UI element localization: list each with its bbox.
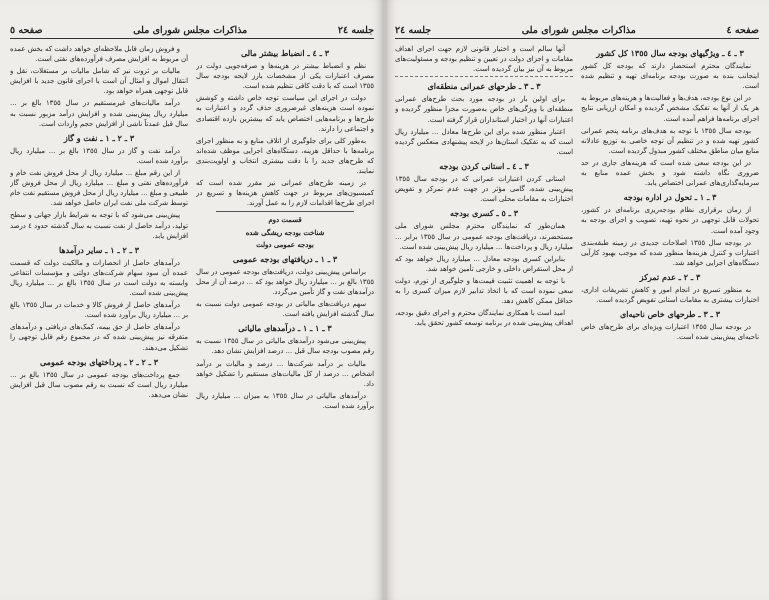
left-page-column-left [10, 44, 188, 594]
left-page-header [10, 20, 374, 39]
paragraph: درآمد مالیات‌های غیرمستقیم در سال ١٣٥٥ بالغ بر ... میلیارد ریال پیش‌بینی شده و افزایش درآمد مزبور نسبت به سال قبل عمدتاً ناشی از افزایش حجم واردات است. [10, 99, 188, 128]
paragraph: درآمدهای حاصل از حق بیمه، کمک‌های دریافتی و درآمدهای متفرقه نیز پیش‌بینی شده که در مجموع رقم قابل توجهی را تشکیل می‌دهند. [10, 323, 188, 352]
section-heading: ٣ ـ ٢ ـ ٢ ـ پرداختهای بودجه عمومی [39, 356, 159, 367]
paragraph: به منظور تسریع در انجام امور و کاهش تشریفات اداری، اختیارات بیشتری به مقامات استانی تفویض گردیده است. [581, 285, 759, 305]
paragraph: در این بودجه سعی شده است که هزینه‌های جاری در حد ضروری نگاه داشته شود و بخش عمده منابع به سرمایه‌گذاری‌های عمرانی اختصاص یابد. [581, 158, 759, 188]
right-page-title: مذاکرات مجلس شورای ملی [521, 25, 636, 36]
paragraph: بنابراین کسری بودجه معادل ... میلیارد ریال خواهد بود که از محل استقراض داخلی و خارجی تأمین خواهد شد. [395, 254, 573, 273]
paragraph: همان‌طور که نمایندگان محترم مجلس شورای ملی مستحضرند، دریافت‌های بودجه عمومی در سال ١٣٥٥ برابر ... میلیارد ریال و پرداخت‌ها ... میلیارد ریال پیش‌بینی شده است. [395, 222, 573, 251]
section-heading: ٣ ـ ٣ ـ طرحهای عمرانی منطقه‌ای [427, 81, 541, 92]
right-page-header [395, 20, 759, 39]
paragraph: براساس پیش‌بینی دولت، دریافت‌های بودجه عمومی در سال ١٣٥٥ بالغ بر ... میلیارد ریال خواهد بود که ... درصد آن از محل درآمدهای نفت و گاز تأمین می‌گردد. [196, 267, 374, 296]
paragraph: نظم و انضباط بیشتر در هزینه‌ها و صرفه‌جویی دولت در مصرف اعتبارات یکی از مشخصات بارز لایحه بودجه سال ١٣٥٥ است که با دقت کافی تنظیم شده است. [196, 62, 374, 91]
paragraph: و فروش زمان قابل ملاحظه‌ای خواهد داشت که بخش عمده آن مربوط به افزایش مصرف فرآورده‌های نفتی است. [10, 45, 188, 64]
paragraph: در بودجه سال ١٣٥٥ اعتبارات ویژه‌ای برای طرح‌های خاص ناحیه‌ای پیش‌بینی شده است. [581, 323, 759, 342]
paragraph: از این رقم مبلغ ... میلیارد ریال از محل فروش نفت خام و فرآورده‌های نفتی و مبلغ ... میلیارد ریال از محل فروش گاز طبیعی و مبلغ ... میلیارد ریال از محل فروش مستقیم نفت خام توسط شرکت ملی نفت ایران حاصل خواهد شد. [10, 169, 188, 208]
right-page-column-right [581, 44, 759, 594]
right-page-session: جلسه ٢٤ [395, 25, 432, 36]
paragraph: جمع پرداخت‌های بودجه عمومی در سال ١٣٥٥ بالغ بر ... میلیارد ریال است که نسبت به رقم مصوب سال قبل افزایش نشان می‌دهد. [10, 370, 188, 399]
paragraph: نمایندگان محترم استحضار دارند که بودجه کل کشور اینجانب بنده به صورت بودجه برنامه‌ای تهیه و تنظیم شده است. [581, 62, 759, 91]
right-page-column-left [395, 44, 573, 594]
section-heading: ٣ ـ ١ ـ تحول در اداره بودجه [623, 192, 717, 203]
paragraph: درآمدهای حاصل از فروش کالا و خدمات در سال ١٣٥٥ بالغ بر ... میلیارد ریال برآورد شده است. [10, 301, 188, 320]
part-title: شناخت بودجه ریشگی شده [245, 228, 325, 237]
section-heading: ٣ ـ ٢ ـ ١ ـ سایر درآمدها [58, 244, 139, 255]
paragraph: آنها سالم است و اختیار قانونی لازم جهت اجرای اهداف مقامات و اجزای دولت در تعیین و تنظیم بودجه و مسئولیت‌های مربوط به آن نیز بیان گردیده است. [395, 45, 573, 74]
paragraph: پیش‌بینی می‌شود درآمدهای مالیاتی در سال ١٣٥٥ نسبت به رقم مصوب بودجه سال قبل ... درصد افزایش نشان دهد. [196, 337, 374, 356]
paragraph: بودجه سال ١٣٥٥ با توجه به هدف‌های برنامه پنجم عمرانی کشور تهیه شده و در تنظیم آن توجه خاصی به توزیع عادلانه منابع میان مناطق مختلف کشور مبذول گردیده است. [581, 126, 759, 155]
left-page-title: مذاکرات مجلس شورای ملی [133, 25, 248, 36]
paragraph: مالیات بر ثروت نیز که شامل مالیات بر مستغلات، نقل و انتقال اموال و امثال آن است با اجرای قانون جدید با افزایش قابل توجهی همراه خواهد بود. [10, 67, 188, 96]
paragraph: استانی کردن اعتبارات عمرانی که در بودجه سال ١٣٥٥ پیش‌بینی شده، گامی مؤثر در جهت عدم تمرکز و تفویض اختیارات به مقامات محلی است. [395, 175, 573, 204]
left-page-session: جلسه ٢٤ [337, 25, 374, 36]
part-label: قسمت دوم [268, 216, 302, 225]
section-heading: ٣ ـ ٥ ـ کسری بودجه [450, 208, 518, 219]
section-heading: ٣ ـ ١ ـ دریافتهای بودجه عمومی [232, 253, 338, 264]
section-heading: ٣ ـ ٤ ـ انضباط بیشتر مالی [240, 48, 330, 58]
right-page [385, 0, 769, 600]
paragraph: پیش‌بینی می‌شود که با توجه به شرایط بازار جهانی و سطح تولید، درآمد حاصل از نفت نسبت به سال گذشته حدود ٤ درصد افزایش یابد. [10, 211, 188, 240]
divider [395, 76, 573, 77]
paragraph: در بودجه سال ١٣٥٥ اصلاحات جدیدی در زمینه طبقه‌بندی اعتبارات و کنترل هزینه‌ها منظور شده که موجب بهبود کارآیی دستگاه‌های اجرایی خواهد شد. [581, 238, 759, 267]
paragraph: درآمدهای مالیاتی در سال ١٣٥٥ به میزان ... میلیارد ریال برآورد شده است. [196, 391, 374, 410]
left-page-number: صفحه ٥ [10, 25, 43, 36]
paragraph: به‌طور کلی برای جلوگیری از اتلاف منابع و به منظور اجرای برنامه‌ها با حداقل هزینه، دستگاه‌های اجرایی موظف شده‌اند که طرح‌های جدید را با دقت بیشتری انتخاب و اولویت‌بندی نمایند. [196, 136, 374, 176]
paragraph: با توجه به اهمیت تثبیت قیمت‌ها و جلوگیری از تورم، دولت سعی نموده است که با اتخاذ تدابیر لازم میزان کسری را به حداقل ممکن کاهش دهد. [395, 276, 573, 306]
paragraph: در این نوع بودجه، هدف‌ها و فعالیت‌ها و هزینه‌های مربوط به هر یک از آنها به تفکیک مشخص گردیده و امکان ارزیابی نتایج اجرای برنامه‌ها فراهم آمده است. [581, 94, 759, 123]
section-divider [216, 211, 354, 212]
paragraph: اعتبار منظور شده برای این طرح‌ها معادل ... میلیارد ریال است که به تفکیک استان‌ها در لایحه پیشنهادی منعکس گردیده است. [395, 127, 573, 156]
left-page-columns [10, 44, 374, 594]
left-page-column-right [196, 44, 374, 594]
paragraph: برای اولین بار در بودجه مورد بحث طرح‌های عمرانی منطقه‌ای با ویژگی‌های خاص به‌صورت مجزا منظور گردیده و اعتبارات آنها در اختیار استانداران قرار گرفته است. [395, 95, 573, 124]
paragraph: در زمینه طرح‌های عمرانی نیز مقرر شده است که کمیسیون‌های مربوط در جهت کاهش هزینه‌ها و تسریع در اجرای طرح‌ها اقدامات لازم را به عمل آورند. [196, 179, 374, 208]
section-heading: ٣ ـ ٤ ـ ویژگیهای بودجه سال ١٣٥٥ کل کشور [596, 48, 744, 58]
paragraph: امید است با همکاری نمایندگان محترم و اجرای دقیق بودجه، اهداف پیش‌بینی شده در برنامه توسعه کشور تحقق یابد. [395, 309, 573, 328]
section-heading: ٣ ـ ١ ـ ١ ـ درآمدهای مالیاتی [238, 323, 332, 334]
section-heading: ٣ ـ ٤ ـ استانی کردن بودجه [439, 160, 529, 171]
right-page-number: صفحه ٤ [726, 25, 759, 36]
paragraph: درآمدهای حاصل از انحصارات و مالکیت دولت که قسمت عمده آن سود سهام شرکت‌های دولتی و مؤسسات انتفاعی وابسته به دولت است در سال ١٣٥٥ بالغ بر ... میلیارد ریال پیش‌بینی شده است. [10, 258, 188, 298]
section-heading: ٣ ـ ٣ ـ طرحهای خاص ناحیه‌ای [620, 309, 720, 320]
section-heading: ٣ ـ ٢ ـ ١ ـ نفت و گاز [63, 132, 135, 143]
paragraph: دولت در اجرای این سیاست توجه خاص داشته و کوشش نموده است هزینه‌های غیرضروری حذف گردد و اعتبارات به طرح‌ها و برنامه‌هایی اختصاص یابد که بیشترین بازده اقتصادی و اجتماعی را دارند. [196, 94, 374, 133]
part-subtitle: بودجه عمومی دولت [256, 240, 314, 249]
paragraph: سهم دریافت‌های مالیاتی در بودجه عمومی دولت نسبت به سال گذشته افزایش یافته است. [196, 300, 374, 319]
paragraph: از زمان برقراری نظام بودجه‌ریزی برنامه‌ای در کشور، تحولات قابل توجهی در نحوه تهیه، تصویب و اجرای بودجه به وجود آمده است. [581, 206, 759, 235]
paragraph: درآمد نفت و گاز در سال ١٣٥٥ بالغ بر ... میلیارد ریال برآورد شده است. [10, 146, 188, 165]
section-heading: ٣ ـ ٢ ـ عدم تمرکز [639, 271, 701, 282]
paragraph: مالیات بر درآمد شرکت‌ها ... درصد و مالیات بر درآمد اشخاص ... درصد از کل مالیات‌های مستقیم را تشکیل خواهد داد. [196, 359, 374, 388]
right-page-columns [395, 44, 759, 594]
